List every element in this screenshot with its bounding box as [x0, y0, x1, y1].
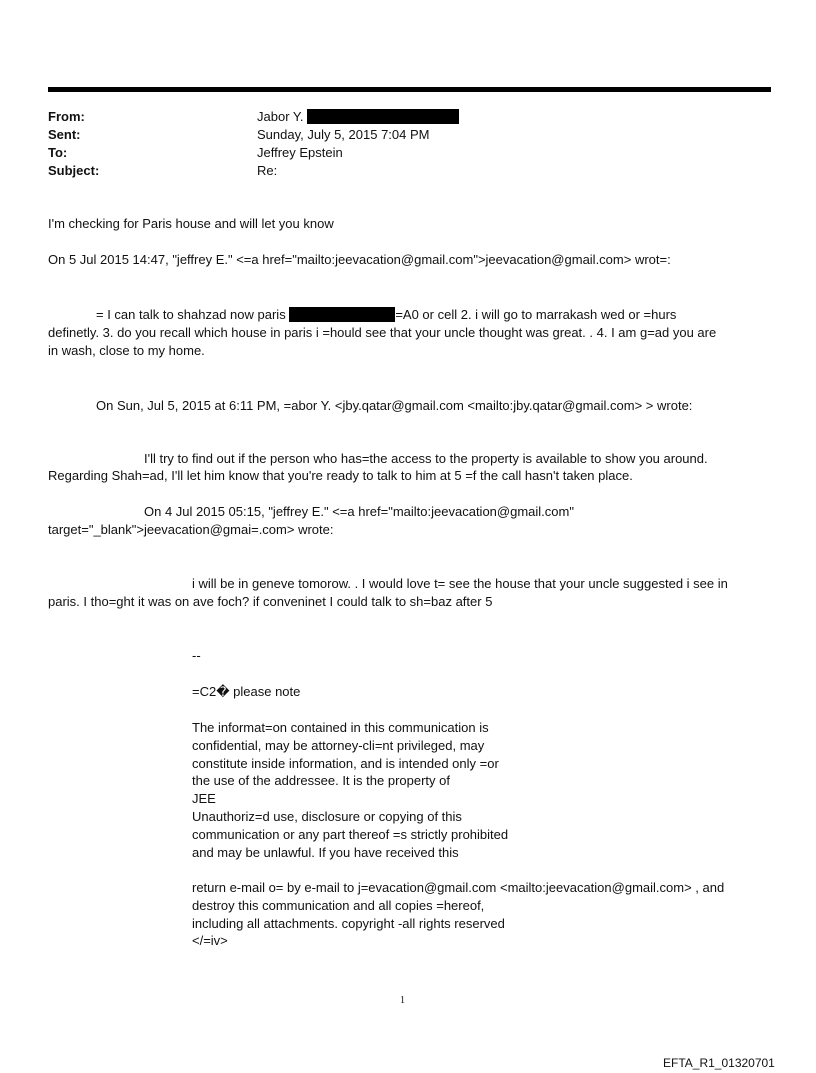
notice-line: return e-mail o= by e-mail to j=evacation@gmail.com <mailto:jeevacation@gmail.com> , and [192, 880, 725, 895]
header-rule [48, 87, 771, 92]
notice-line: destroy this communication and all copies =hereof, [192, 897, 485, 913]
to-label: To: [48, 145, 68, 160]
quoted-attribution-3a: On 4 Jul 2015 05:15, "jeffrey E." <=a href="mailto:jeevacation@gmail.com" [144, 504, 574, 519]
sent-row [48, 126, 768, 144]
to-value: Jeffrey Epstein [257, 145, 343, 160]
notice-line: JEE [192, 791, 216, 807]
quoted-paragraph-2a: I'll try to find out if the person who has=the access to the property is available to show you around. [144, 451, 708, 466]
subject-value: Re: [257, 163, 278, 178]
quoted-attribution-3b: target="_blank">jeevacation@gmai=.com> wrote: [48, 522, 334, 537]
subject-label: Subject: [48, 163, 100, 178]
body-line-1: I'm checking for Paris house and will let you know [48, 216, 334, 231]
body-line-2: On 5 Jul 2015 14:47, "jeffrey E." <=a href="mailto:jeevacation@gmail.com">jeevacation@gmail.com> wrot=: [48, 252, 671, 267]
quoted-paragraph-1c: in wash, close to my home. [48, 343, 205, 358]
subject-row [48, 162, 768, 180]
email-header [48, 108, 768, 180]
quoted-text: = I can talk to shahzad now paris [96, 307, 286, 322]
sent-label: Sent: [48, 127, 81, 142]
from-name: Jabor Y. [257, 109, 304, 124]
notice-line: communication or any part thereof =s strictly prohibited [192, 826, 509, 842]
confidentiality-notice-2 [192, 879, 725, 950]
page-number: 1 [400, 995, 405, 1006]
quoted-paragraph-2b: Regarding Shah=ad, I'll let him know that you're ready to talk to him at 5 =f the call hasn't taken place. [48, 468, 633, 483]
notice-line: constitute inside information, and is intended only =or [192, 755, 499, 771]
quoted-paragraph-3b: paris. I tho=ght it was on ave foch? if conveninet I could talk to sh=baz after 5 [48, 594, 493, 609]
from-label: From: [48, 109, 85, 124]
notice-line: Unauthoriz=d use, disclosure or copying of this [192, 808, 462, 824]
notice-line: confidential, may be attorney-cli=nt privileged, may [192, 737, 485, 753]
quoted-text: =A0 or cell 2. i will go to marrakash wed or =hurs [395, 307, 677, 322]
sent-value: Sunday, July 5, 2015 7:04 PM [257, 127, 430, 142]
to-row [48, 144, 768, 162]
quoted-paragraph-1a [96, 306, 676, 324]
quoted-attribution-2: On Sun, Jul 5, 2015 at 6:11 PM, =abor Y. <jby.qatar@gmail.com <mailto:jby.qatar@gmail.com> > wrote: [96, 398, 693, 413]
redaction-box [289, 307, 395, 322]
from-row [48, 108, 768, 126]
bates-number: EFTA_R1_01320701 [663, 1056, 775, 1070]
notice-line: the use of the addressee. It is the property of [192, 773, 450, 789]
quoted-paragraph-1b: definetly. 3. do you recall which house in paris i =hould see that your uncle thought was great. . 4. I am g=ad you are [48, 325, 717, 340]
notice-line: including all attachments. copyright -all rights reserved [192, 915, 505, 931]
notice-line: The informat=on contained in this communication is [192, 720, 489, 735]
notice-line: and may be unlawful. If you have received this [192, 844, 459, 860]
confidentiality-notice [192, 719, 552, 861]
notice-line: </=iv> [192, 933, 228, 949]
redaction-box [307, 109, 459, 124]
from-value [257, 108, 459, 126]
signature-dash: -- [192, 648, 201, 663]
quoted-paragraph-3a: i will be in geneve tomorow. . I would love t= see the house that your uncle suggested i see in [192, 576, 728, 591]
signature-note: =C2� please note [192, 684, 301, 699]
